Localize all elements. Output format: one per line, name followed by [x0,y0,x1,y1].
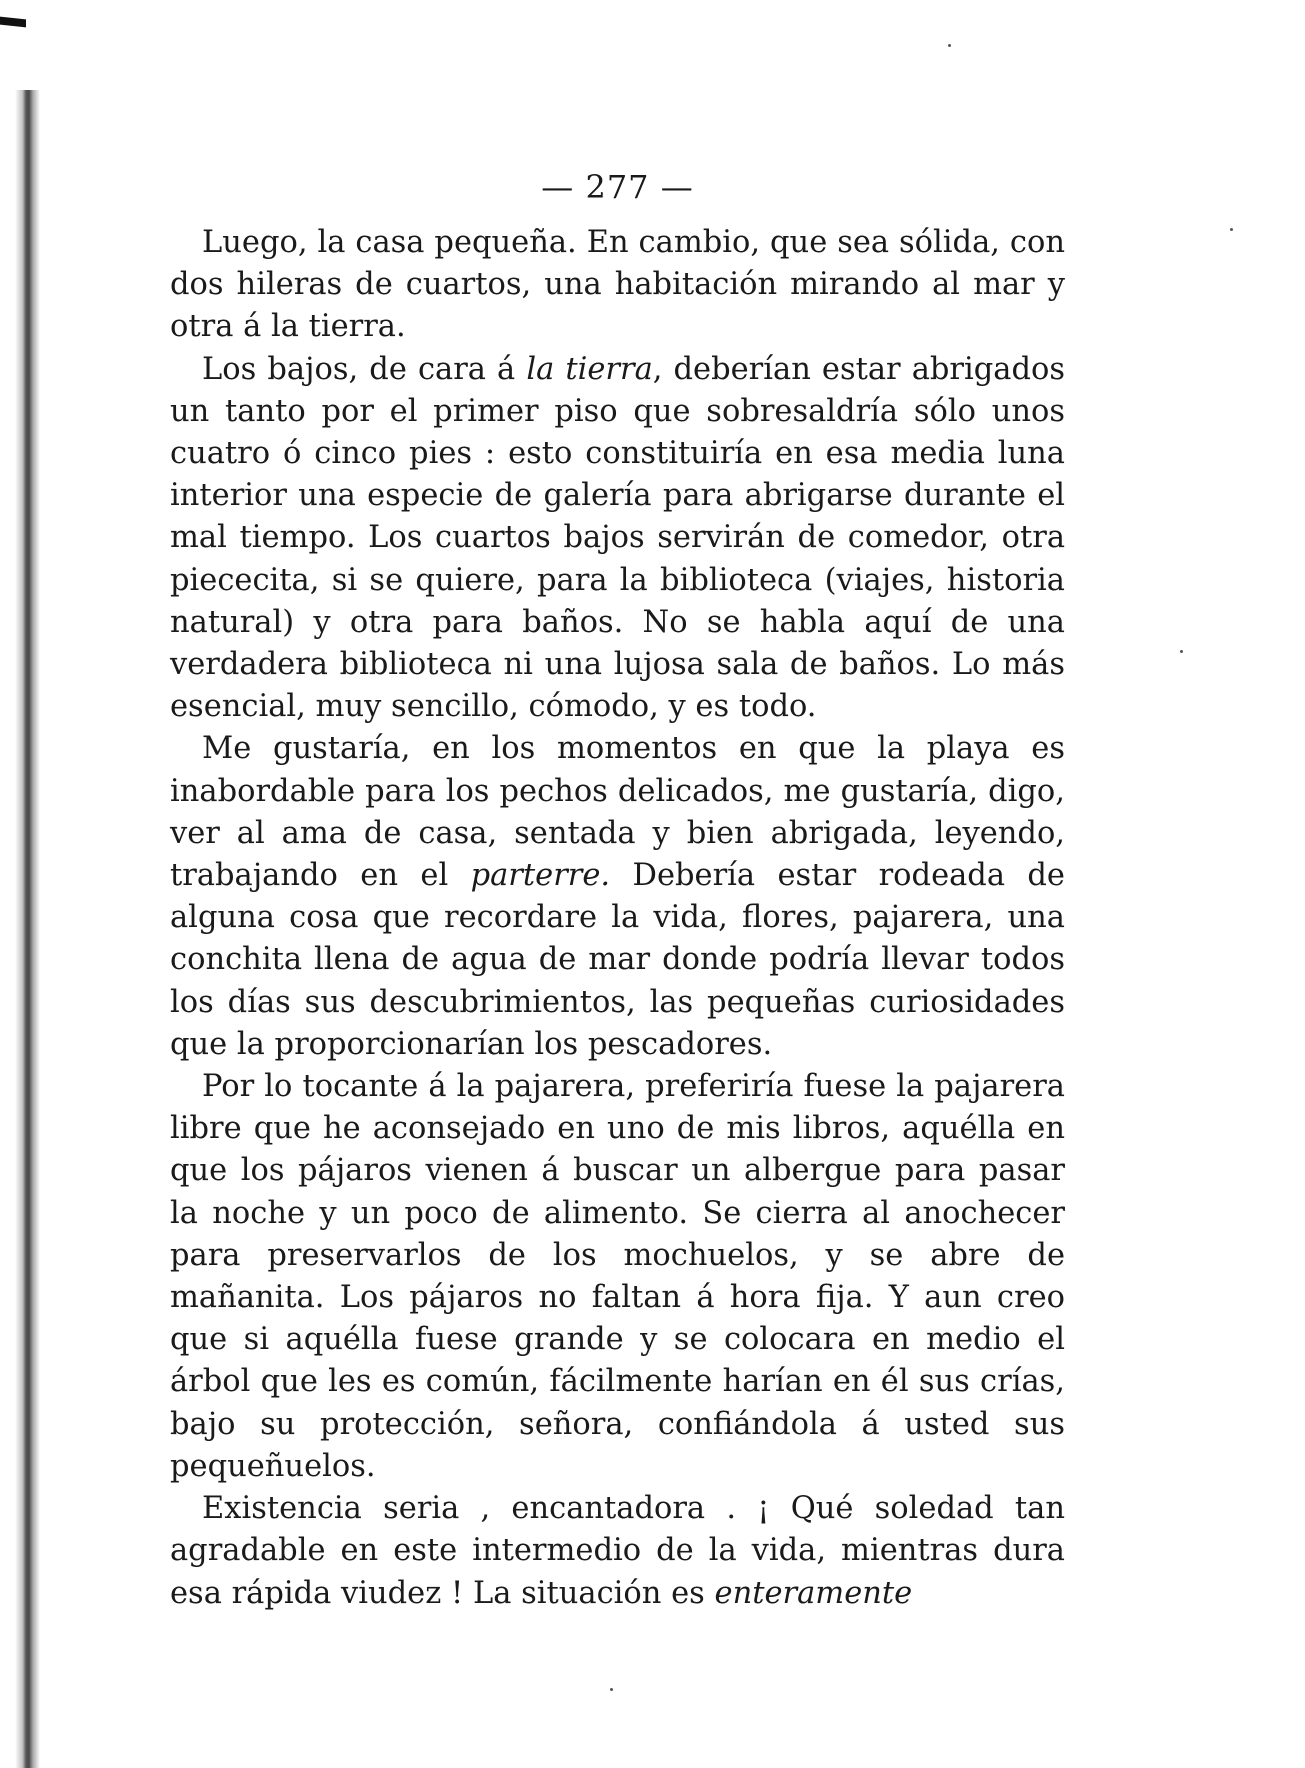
paragraph-text: Existencia seria , encantadora . ¡ Qué soledad tan agradable en este intermedio de la vida, mientras dura esa rápida viudez ! La situación es [170,1491,1065,1611]
paragraph-5 [170,1488,1065,1615]
scan-speck [1230,228,1233,231]
paragraph-text: Los bajos, de cara á [202,351,527,387]
paragraph-1 [170,222,1065,349]
paragraph-text: Debería estar rodeada de alguna cosa que recordare la vida, flores, pajarera, una conchita llena de agua de mar donde podría llevar todos los días sus descubrimientos, las pequeñas curiosidades que la proporcionarían los pescadores. [170,858,1065,1062]
page-number: — 277 — [541,168,694,206]
scan-speck [948,44,951,47]
paragraph-4 [170,1066,1065,1488]
italic-phrase: parterre. [470,858,611,894]
scan-speck [610,1688,613,1691]
book-page [170,160,1065,1615]
scan-speck [1180,650,1183,653]
italic-phrase: la tierra [526,351,653,387]
paragraph-text: Luego, la casa pequeña. En cambio, que sea sólida, con dos hileras de cuartos, una habitación mirando al mar y otra á la tierra. [170,225,1065,345]
paragraph-text: , deberían estar abrigados un tanto por el primer piso que sobresaldría sólo unos cuatro ó cinco pies : esto constituiría en esa media luna interior una especie de galería para abrigarse durante el mal tiempo. Los cuartos bajos servirán de comedor, otra piececita, si se quiere, para la biblioteca (viajes, historia natural) y otra para baños. No se habla aquí de una verdadera biblioteca ni una lujosa sala de baños. Lo más esencial, muy sencillo, cómodo, y es todo. [170,351,1065,725]
paragraph-text: Por lo tocante á la pajarera, preferiría fuese la pajarera libre que he aconsejado en uno de mis libros, aquélla en que los pájaros vienen á buscar un albergue para pasar la noche y un poco de alimento. Se cierra al anochecer para preservarlos de los mochuelos, y se abre de mañanita. Los pájaros no faltan á hora fija. Y aun creo que si aquélla fuese grande y se colocara en medio el árbol que les es común, fácilmente harían en él sus crías, bajo su protección, señora, confiándola á usted sus pequeñuelos. [170,1069,1065,1484]
paragraph-text: Me gustaría, en los momentos en que la playa es inabordable para los pechos delicados, me gustaría, digo, ver al ama de casa, sentada y bien abrigada, leyendo, trabajando en el [170,731,1065,894]
paragraph-2 [170,349,1065,729]
paragraph-3 [170,728,1065,1066]
italic-phrase: enteramente [714,1575,913,1611]
book-binding-edge [0,90,50,1768]
scan-corner-mark [0,17,26,28]
